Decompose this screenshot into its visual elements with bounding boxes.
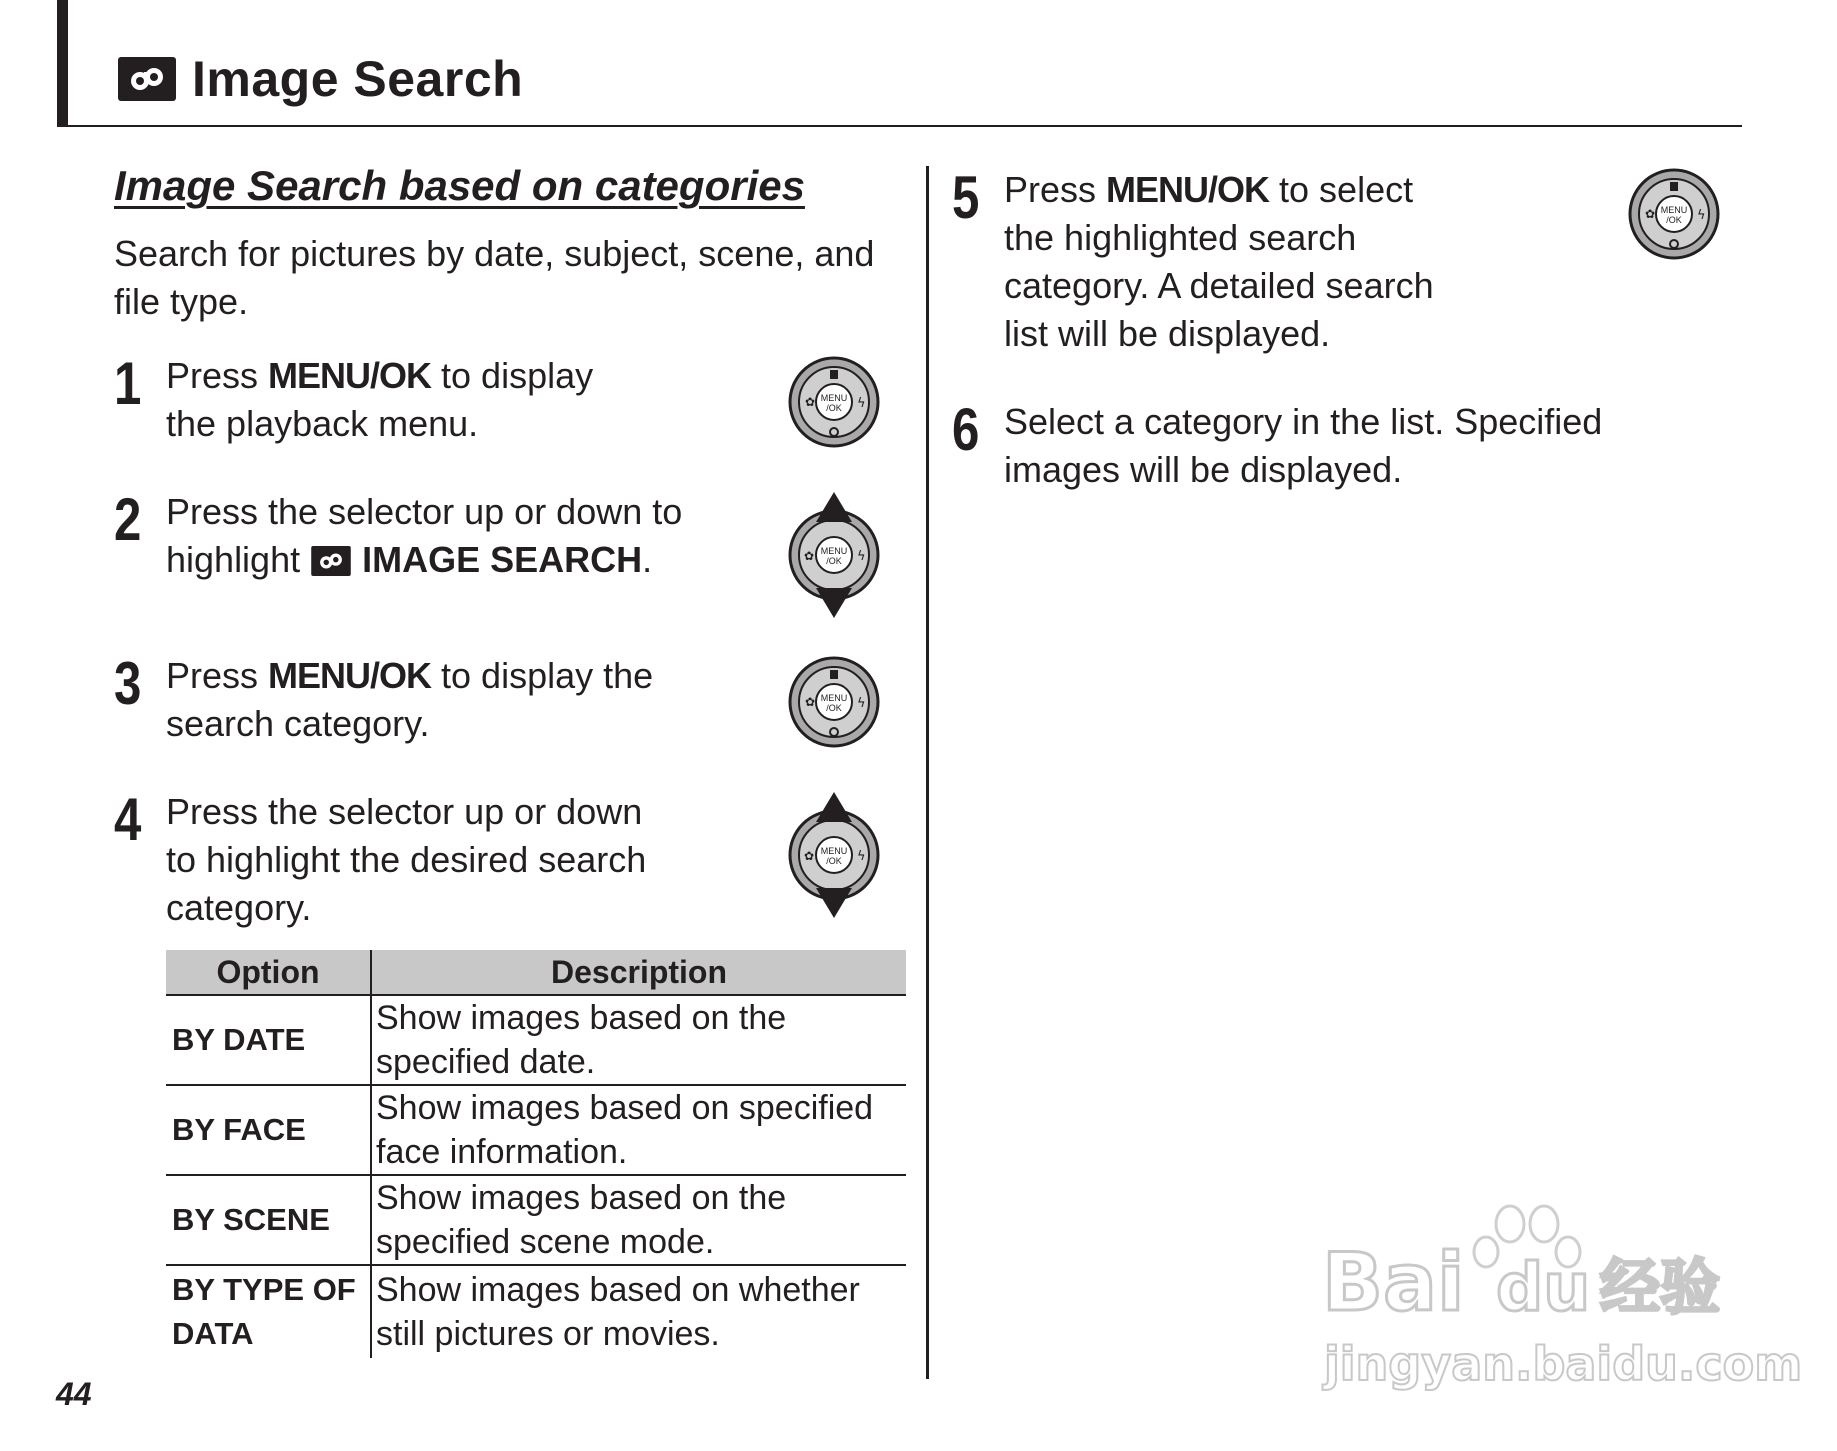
svg-text:ϟ: ϟ <box>857 849 866 864</box>
step-text: Select a category in the list. Specified images will be displayed. <box>1004 401 1603 490</box>
menu-ok-button-icon <box>788 356 880 448</box>
option-cell: BY FACE <box>166 1085 371 1175</box>
svg-text:✿: ✿ <box>805 695 816 709</box>
svg-text:du: du <box>1496 1249 1591 1326</box>
column-divider <box>926 166 929 1379</box>
image-search-icon <box>118 57 176 101</box>
title-text: Image Search <box>192 51 524 107</box>
step-number: 6 <box>952 396 980 463</box>
table-row <box>166 995 906 1085</box>
selector-up-down-icon <box>784 490 884 620</box>
svg-text:MENU: MENU <box>820 393 848 403</box>
description-cell: Show images based on the specified scene mode. <box>371 1175 906 1265</box>
svg-text:MENU: MENU <box>820 693 848 703</box>
step-text: Press MENU/OK to display the search category. <box>166 655 654 744</box>
page-edge-bar <box>57 0 68 127</box>
svg-text:/OK: /OK <box>826 556 842 566</box>
option-cell: BY DATE <box>166 995 371 1085</box>
svg-text:✿: ✿ <box>805 395 816 409</box>
description-cell: Show images based on whether still pictures or movies. <box>376 1271 860 1353</box>
table-header-description: Description <box>371 950 906 995</box>
menu-ok-button-icon <box>1628 168 1720 260</box>
title-rule <box>57 125 1742 127</box>
page-title <box>118 50 523 108</box>
step-number: 3 <box>114 650 142 717</box>
svg-text:MENU: MENU <box>1660 205 1688 215</box>
svg-text:MENU: MENU <box>820 546 848 556</box>
key-label: MENU/OK <box>268 355 432 396</box>
svg-text:ϟ: ϟ <box>857 549 866 564</box>
description-cell: Show images based on the specified date. <box>371 995 906 1085</box>
description-cell: Show images based on specified face information. <box>371 1085 906 1175</box>
table-row <box>166 1265 906 1358</box>
menu-ok-button-icon <box>788 656 880 748</box>
svg-text:/OK: /OK <box>826 403 842 413</box>
svg-text:/OK: /OK <box>826 703 842 713</box>
table-header-row <box>166 950 906 995</box>
option-cell: BY TYPE OF DATA <box>166 1265 371 1358</box>
option-cell: BY SCENE <box>166 1175 371 1265</box>
svg-text:MENU: MENU <box>820 846 848 856</box>
svg-text:/OK: /OK <box>826 856 842 866</box>
key-label: MENU/OK <box>1106 169 1270 210</box>
table-header-option: Option <box>166 950 371 995</box>
table-row <box>166 1085 906 1175</box>
step-text: Press MENU/OK to select the highlighted search category. A detailed search list will be displayed. <box>1004 169 1434 354</box>
selector-up-down-icon <box>784 790 884 920</box>
step-text: Press the selector up or down to highlight IMAGE SEARCH. <box>166 491 683 580</box>
svg-text:ϟ: ϟ <box>857 696 866 711</box>
step-text: Press MENU/OK to display the playback menu. <box>166 355 594 444</box>
options-table <box>166 950 906 1358</box>
key-label: MENU/OK <box>268 655 432 696</box>
image-search-icon <box>310 546 352 576</box>
svg-text:✿: ✿ <box>804 849 815 863</box>
svg-text:Bai: Bai <box>1322 1236 1465 1329</box>
svg-text:/OK: /OK <box>1666 215 1682 225</box>
svg-text:✿: ✿ <box>804 549 815 563</box>
table-row <box>166 1175 906 1265</box>
step-number: 4 <box>114 786 142 853</box>
menu-item-label: IMAGE SEARCH <box>362 539 643 580</box>
step-text: Press the selector up or down to highlight the desired search category. <box>166 791 647 928</box>
step-number: 5 <box>952 164 980 231</box>
step-number: 1 <box>114 350 142 417</box>
svg-text:ϟ: ϟ <box>857 396 866 411</box>
svg-text:✿: ✿ <box>1645 207 1656 221</box>
baidu-watermark-logo <box>1318 1190 1803 1391</box>
svg-text:jingyan.baidu.com: jingyan.baidu.com <box>1324 1337 1803 1391</box>
intro-text: Search for pictures by date, subject, scene, and file type. <box>114 233 875 322</box>
page-number: 44 <box>56 1376 92 1412</box>
step-number: 2 <box>114 486 142 553</box>
section-heading: Image Search based on categories <box>114 162 805 209</box>
svg-text:经验: 经验 <box>1600 1253 1720 1323</box>
svg-text:ϟ: ϟ <box>1697 208 1706 223</box>
